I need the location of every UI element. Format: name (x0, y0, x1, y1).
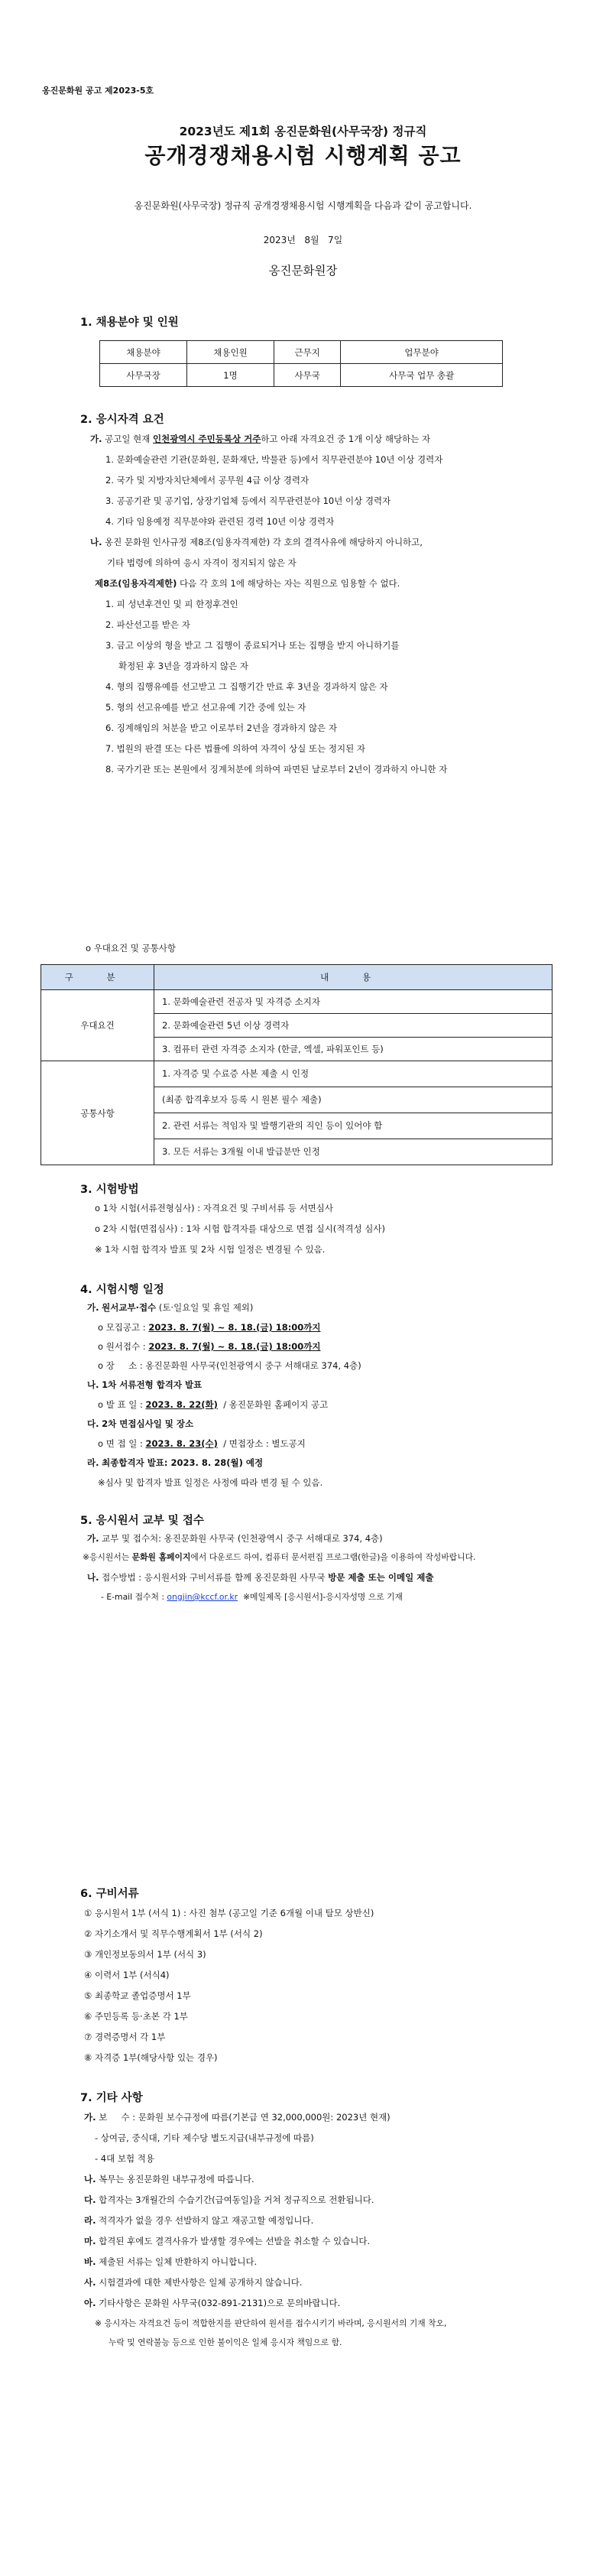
item-label: 가. (90, 434, 102, 444)
section7-heading: 7. 기타 사항 (80, 2092, 143, 2104)
list-item (84, 2297, 340, 2309)
eligibility-na (90, 536, 423, 548)
preference-table (41, 964, 553, 1165)
list-item: ② 자기소개서 및 직무수행계획서 1부 (서식 2) (84, 1928, 263, 1939)
homepage-text: 문화원 홈페이지 (131, 1552, 191, 1562)
eligibility-na-cont: 기타 법령에 의하여 응시 자격이 정지되지 않은 자 (107, 557, 297, 568)
common-items (154, 1061, 553, 1165)
item-label: 라. (84, 2215, 96, 2226)
article8-title: 제8조(임용자격제한) (95, 578, 177, 589)
intro-text: 옹진문화원(사무국장) 정규직 공개경쟁채용시험 시행계획을 다음과 같이 공고합니다. (134, 200, 472, 211)
application-note (83, 1551, 476, 1563)
schedule-ga-note: (토·일요일 및 휴일 제외) (156, 1302, 254, 1313)
cell-count: 1명 (187, 364, 274, 387)
list-item: 4. 기타 임용예정 직무분야와 관련된 경력 10년 이상 경력자 (105, 516, 335, 527)
item-label: 가. (87, 1533, 99, 1544)
email-note: ※메일제목 [응시원서]-응시자성명 으로 기재 (238, 1592, 403, 1602)
table-row (41, 1061, 553, 1165)
schedule-da-text: 2차 면접심사일 및 장소 (102, 1418, 194, 1429)
list-item: 2. 관련 서류는 적임자 및 발행기관의 직인 등이 있어야 함 (154, 1113, 552, 1139)
item-label: 가. (87, 1302, 99, 1313)
application-note-post: 에서 다운로드 하여, 컴퓨터 문서편집 프로그램(한글)을 이용하여 작성바랍니다. (190, 1552, 476, 1562)
doc-subtitle: 2023년도 제1회 옹진문화원(사무국장) 정규직 (179, 125, 427, 138)
interview-value: 2023. 8. 23(수) (145, 1438, 218, 1449)
list-item (84, 2194, 374, 2206)
list-item-cont: 확정된 후 3년을 경과하지 않은 자 (118, 661, 249, 671)
cell-location: 사무국 (274, 364, 341, 387)
application-ga (87, 1532, 383, 1545)
list-item: 3. 금고 이상의 형을 받고 그 집행이 종료되거나 또는 집행을 받지 아니하기를 (105, 640, 400, 651)
item-label: 나. (87, 1379, 99, 1390)
cell-field: 사무국장 (100, 364, 187, 387)
interview-post: / 면접장소 : 별도공지 (217, 1438, 306, 1449)
item-label: 나. (87, 1572, 99, 1583)
schedule-ra (87, 1457, 263, 1469)
residence-requirement: 인천광역시 주민등록상 거주 (153, 434, 261, 444)
list-item: 7. 법원의 판결 또는 다른 법률에 의하여 자격이 상실 또는 정지된 자 (105, 743, 366, 754)
item-label: 나. (84, 2174, 96, 2185)
email-label: - E-mail 접수처 : (101, 1592, 167, 1602)
interview-label: o 면 접 일 : (98, 1438, 146, 1449)
list-item (84, 2276, 302, 2289)
list-item: 3. 공공기관 및 공기업, 상장기업체 등에서 직무관련분야 10년 이상 경력자 (105, 495, 391, 506)
doc-number: 옹진문화원 공고 제2023-5호 (42, 86, 154, 96)
final-note: ※ 응시자는 자격요건 등이 적합한지를 판단하여 원서를 접수시키기 바라며, 응시원서의 기재 착오, (95, 2318, 447, 2328)
submission-method: 방문 제출 또는 이메일 제출 (328, 1572, 434, 1583)
item-label: 가. (84, 2112, 96, 2123)
item-text: 적격자가 없을 경우 선발하지 않고 재공고할 예정입니다. (99, 2215, 314, 2226)
application-ga-text: 교부 및 접수처: 옹진문화원 사무국 (인천광역시 중구 서해대로 374, 4층) (102, 1533, 383, 1544)
item-text: 복무는 옹진문화원 내부규정에 따릅니다. (99, 2174, 254, 2185)
cell-duty: 사무국 업무 총괄 (341, 364, 503, 387)
eligibility-ga (90, 433, 430, 445)
schedule-da (87, 1418, 193, 1430)
section3-heading: 3. 시험방법 (80, 1184, 139, 1196)
salary-text: 보 수 : 문화원 보수규정에 따름(기본급 연 32,000,000원: 2023년 현재) (99, 2112, 390, 2123)
table-row (100, 364, 503, 387)
notice-value: 2023. 8. 7(월) ~ 8. 18.(금) 18:00까지 (148, 1322, 321, 1333)
article8-intro (95, 577, 400, 590)
application-na (87, 1571, 433, 1584)
list-item: - 4대 보험 적용 (95, 2153, 154, 2164)
preference-heading: o 우대요건 및 공통사항 (86, 943, 176, 953)
announce-value: 2023. 8. 22(화) (145, 1399, 218, 1410)
section5-heading: 5. 응시원서 교부 및 접수 (80, 1515, 204, 1527)
list-item (84, 2256, 257, 2268)
list-item: 8. 국가기관 또는 본원에서 징계처분에 의하여 파면된 날로부터 2년이 경과하지 아니한 자 (105, 764, 448, 775)
table-row (41, 990, 553, 1061)
eligibility-na-text: 옹진 문화원 인사규정 제8조(임용자격제한) 각 호의 결격사유에 해당하지 아니하고, (105, 537, 423, 547)
schedule-na (87, 1379, 202, 1391)
header-field: 채용분야 (100, 341, 187, 364)
item-label: 다. (84, 2194, 96, 2205)
item-label: 라. (87, 1457, 99, 1468)
section2-heading: 2. 응시자격 요건 (80, 414, 164, 426)
section4-heading: 4. 시험시행 일정 (80, 1284, 164, 1296)
list-item: 1. 문화예술관련 기관(문화원, 문화재단, 박물관 등)에서 직무관련분야 10년 이상 경력자 (105, 454, 443, 465)
header-location: 근무지 (274, 341, 341, 364)
list-item: ① 응시원서 1부 (서식 1) : 사진 첨부 (공고일 기준 6개월 이내 탈모 상반신) (84, 1908, 374, 1918)
item-label: 나. (90, 537, 102, 547)
receipt-label: o 원서접수 : (98, 1341, 149, 1352)
list-item: 3. 모든 서류는 3개월 이내 발급분만 인정 (162, 1146, 320, 1157)
item-label: 사. (84, 2277, 96, 2288)
doc-title: 공개경쟁채용시험 시행계획 공고 (144, 143, 462, 168)
schedule-na-text: 1차 서류전형 합격자 발표 (102, 1379, 203, 1390)
eligibility-ga-pre: 공고일 현재 (105, 434, 151, 444)
list-item: ③ 개인정보동의서 1부 (서식 3) (84, 1949, 206, 1960)
item-text: 제출된 서류는 일체 반환하지 아니합니다. (99, 2256, 258, 2267)
issuer: 옹진문화원장 (268, 264, 338, 278)
list-item: 2. 문화예술관련 5년 이상 경력자 (154, 1014, 552, 1038)
list-item: ④ 이력서 1부 (서식4) (84, 1970, 170, 1980)
email-link[interactable]: ongjin@kccf.or.kr (167, 1592, 238, 1602)
list-item: ⑤ 최종학교 졸업증명서 1부 (84, 1990, 191, 2001)
header-content: 내 용 (154, 965, 553, 990)
receipt-place: o 장 소 : 옹진문화원 사무국(인천광역시 중구 서해대로 374, 4층) (98, 1360, 361, 1371)
list-item: ⑧ 자격증 1부(해당사항 있는 경우) (84, 2052, 218, 2063)
salary-line (84, 2111, 390, 2123)
common-category: 공통사항 (41, 1061, 154, 1165)
recruitment-table (99, 340, 503, 387)
item-label: 바. (84, 2256, 96, 2267)
application-note-pre: ※응시원서는 (83, 1552, 132, 1562)
preference-items (154, 990, 553, 1061)
list-item: 6. 징계해임의 처분을 받고 이로부터 2년을 경과하지 않은 자 (105, 723, 338, 733)
application-na-text: 접수방법 : 응시원서와 구비서류를 함께 옹진문화원 사무국 (102, 1572, 329, 1583)
announcement-date: 2023년 8월 7일 (263, 235, 343, 245)
announce-date (98, 1398, 328, 1411)
schedule-ra-text: 최종합격자 발표: 2023. 8. 28(월) 예정 (102, 1457, 264, 1468)
final-note-cont: 누락 및 연락불능 등으로 인한 불이익은 일체 응시자 책임으로 함. (109, 2337, 342, 2347)
item-text: 기타사항은 문화원 사무국(032-891-2131)으로 문의바랍니다. (99, 2298, 341, 2308)
schedule-note: ※심사 및 합격자 발표 일정은 사정에 따라 변경 될 수 있음. (98, 1477, 323, 1488)
list-item (84, 2214, 313, 2227)
section6-heading: 6. 구비서류 (80, 1888, 139, 1900)
article8-text: 다음 각 호의 1에 해당하는 자는 직원으로 임용할 수 없다. (177, 578, 400, 589)
table-header-row (100, 341, 503, 364)
list-item: 2. 국가 및 지방자치단체에서 공무원 4급 이상 경력자 (105, 475, 309, 486)
preference-category: 우대요건 (41, 990, 154, 1061)
list-item: o 2차 시험(면접심사) : 1차 시험 합격자를 대상으로 면접 실시(적격성 심사) (95, 1223, 385, 1234)
list-item: 5. 형의 선고유예를 받고 선고유예 기간 중에 있는 자 (105, 702, 306, 713)
list-item: 1. 피 성년후견인 및 피 한정후견인 (105, 599, 238, 609)
eligibility-ga-post: 하고 아래 자격요건 중 1개 이상 해당하는 자 (261, 434, 431, 444)
list-item (84, 2235, 370, 2247)
item-label: 아. (84, 2298, 96, 2308)
schedule-ga (87, 1301, 253, 1314)
email-line (101, 1591, 403, 1603)
list-item: 2. 파산선고를 받은 자 (105, 619, 190, 630)
announce-label: o 발 표 일 : (98, 1399, 146, 1410)
list-item: 4. 형의 집행유예를 선고받고 그 집행기간 만료 후 3년을 경과하지 않은 자 (105, 681, 388, 692)
header-category: 구 분 (41, 965, 154, 990)
notice-period (98, 1321, 321, 1333)
list-item: 1. 자격증 및 수료증 사본 제출 시 인정 (154, 1061, 552, 1087)
receipt-period (98, 1340, 321, 1353)
list-item: - 상여금, 중식대, 기타 제수당 별도지급(내부규정에 따름) (95, 2133, 314, 2143)
item-text: 시험결과에 대한 제반사항은 일체 공개하지 않습니다. (99, 2277, 303, 2288)
item-text: 합격된 후에도 결격사유가 발생할 경우에는 선발을 취소할 수 있습니다. (99, 2236, 371, 2246)
list-item: ⑥ 주민등록 등·초본 각 1부 (84, 2011, 188, 2022)
schedule-ga-text: 원서교부·접수 (102, 1302, 157, 1313)
header-duty: 업무분야 (341, 341, 503, 364)
header-count: 채용인원 (187, 341, 274, 364)
table-header-row (41, 965, 553, 990)
announce-post: / 옹진문화원 홈페이지 공고 (217, 1399, 329, 1410)
interview-date (98, 1437, 306, 1450)
list-item: ⑦ 경력증명서 각 1부 (84, 2032, 166, 2042)
item-text: 합격자는 3개월간의 수습기간(급여동일)을 거쳐 정규직으로 전환됩니다. (99, 2194, 374, 2205)
list-item: (최종 합격후보자 등록 시 원본 필수 제출) (154, 1087, 552, 1113)
list-item: 1. 문화예술관련 전공자 및 자격증 소지자 (154, 990, 552, 1014)
item-label: 다. (87, 1418, 99, 1429)
section1-heading: 1. 채용분야 및 인원 (80, 317, 179, 329)
receipt-value: 2023. 8. 7(월) ~ 8. 18.(금) 18:00까지 (148, 1341, 321, 1352)
list-item: ※ 1차 시험 합격자 발표 및 2차 시험 일정은 변경될 수 있음. (95, 1244, 326, 1255)
list-item: 3. 컴퓨터 관련 자격증 소지자 (한글, 엑셀, 파워포인트 등) (162, 1044, 384, 1054)
list-item: o 1차 시험(서류전형심사) : 자격요건 및 구비서류 등 서면심사 (95, 1203, 333, 1213)
list-item (84, 2173, 254, 2185)
item-label: 마. (84, 2236, 96, 2246)
notice-label: o 모집공고 : (98, 1322, 149, 1333)
